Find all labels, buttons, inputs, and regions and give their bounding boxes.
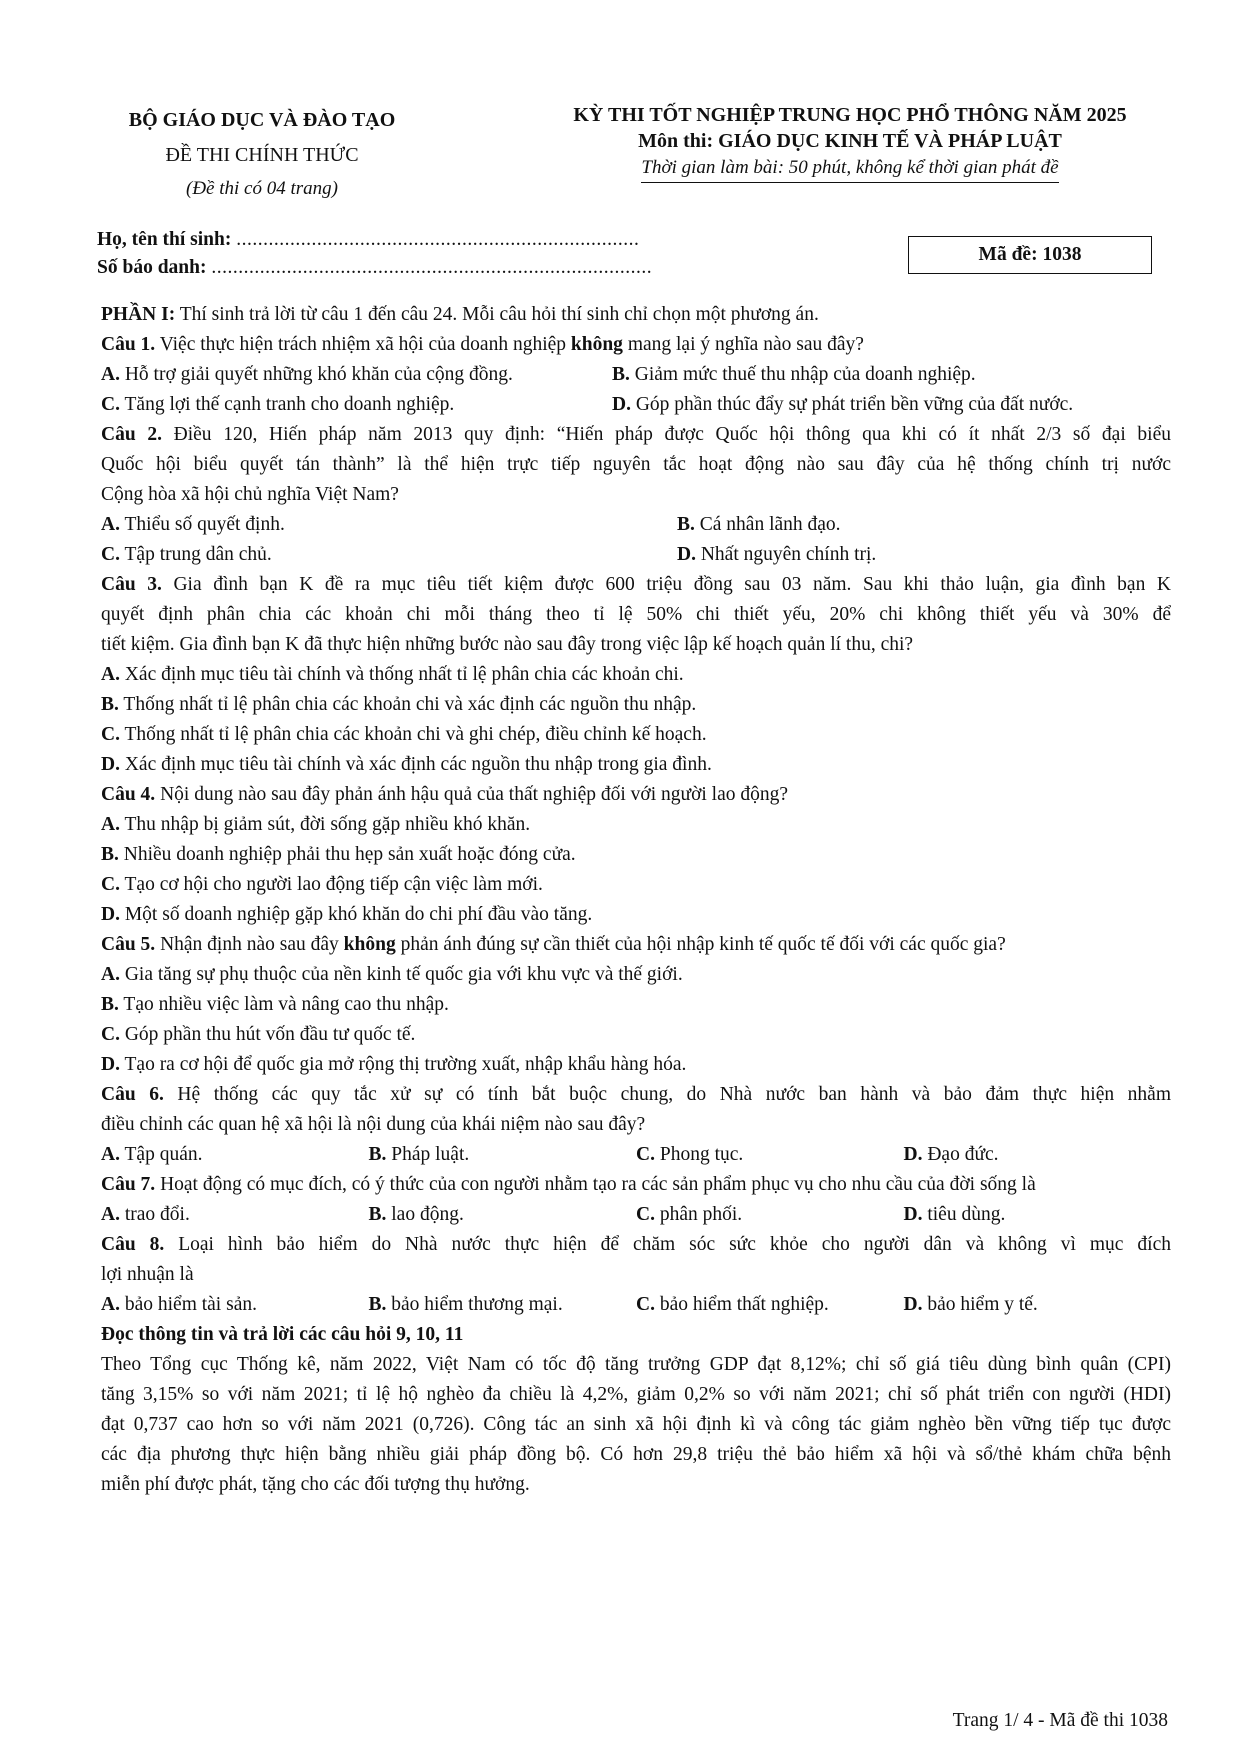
subject-line: Môn thi: GIÁO DỤC KINH TẾ VÀ PHÁP LUẬT (638, 130, 1062, 152)
q8-option-c: C. bảo hiểm thất nghiệp. (636, 1294, 829, 1315)
q8-option-a: A. bảo hiểm tài sản. (101, 1294, 257, 1315)
q6-option-c: C. Phong tục. (636, 1144, 744, 1165)
pages-note: (Đề thi có 04 trang) (186, 178, 338, 199)
candidate-info (97, 226, 652, 282)
q5-option-d: D. Tạo ra cơ hội để quốc gia mở rộng thị trường xuất, nhập khẩu hàng hóa. (101, 1054, 687, 1075)
q3-option-b: B. Thống nhất tỉ lệ phân chia các khoản chi và xác định các nguồn thu nhập. (101, 694, 697, 715)
header-left (92, 102, 432, 206)
q2-option-c: C. Tập trung dân chủ. (101, 544, 272, 565)
q2-option-a: A. Thiểu số quyết định. (101, 514, 285, 535)
q3-option-c: C. Thống nhất tỉ lệ phân chia các khoản chi và ghi chép, điều chỉnh kế hoạch. (101, 724, 707, 745)
q1-option-a: A. Hỗ trợ giải quyết những khó khăn của cộng đồng. (101, 364, 513, 385)
q8-option-b: B. bảo hiểm thương mại. (368, 1294, 563, 1315)
id-field[interactable]: .................................................................................. (211, 257, 653, 278)
question-4: Câu 4. Nội dung nào sau đây phản ánh hậu quả của thất nghiệp đối với người lao động? (101, 784, 789, 805)
q5-option-b: B. Tạo nhiều việc làm và nâng cao thu nhập. (101, 994, 449, 1015)
exam-title: KỲ THI TỐT NGHIỆP TRUNG HỌC PHỔ THÔNG NĂM 2025 (573, 104, 1127, 126)
q1-option-b: B. Giảm mức thuế thu nhập của doanh nghiệp. (612, 364, 976, 385)
q2-option-d: D. Nhất nguyên chính trị. (677, 544, 877, 565)
question-2: Câu 2. Điều 120, Hiến pháp năm 2013 quy định: “Hiến pháp được Quốc hội thông qua khi có ít nhất 2/3 số đại biểu (101, 424, 1171, 445)
exam-type: ĐỀ THI CHÍNH THỨC (165, 144, 359, 166)
header-right (500, 102, 1200, 183)
q4-option-b: B. Nhiều doanh nghiệp phải thu hẹp sản xuất hoặc đóng cửa. (101, 844, 576, 865)
name-label: Họ, tên thí sinh: (97, 229, 232, 250)
q7-option-a: A. trao đổi. (101, 1204, 190, 1225)
q6-option-b: B. Pháp luật. (368, 1144, 470, 1165)
q2-option-b: B. Cá nhân lãnh đạo. (677, 514, 841, 535)
q3-option-d: D. Xác định mục tiêu tài chính và xác định các nguồn thu nhập trong gia đình. (101, 754, 712, 775)
q4-option-d: D. Một số doanh nghiệp gặp khó khăn do chi phí đầu vào tăng. (101, 904, 593, 925)
q3-option-a: A. Xác định mục tiêu tài chính và thống nhất tỉ lệ phân chia các khoản chi. (101, 664, 684, 685)
name-field[interactable]: ........................................................................... (236, 229, 640, 250)
q5-option-a: A. Gia tăng sự phụ thuộc của nền kinh tế quốc gia với khu vực và thế giới. (101, 964, 683, 985)
ministry-name: BỘ GIÁO DỤC VÀ ĐÀO TẠO (128, 109, 396, 131)
q1-option-d: D. Góp phần thúc đẩy sự phát triển bền vững của đất nước. (612, 394, 1074, 415)
exam-code-box: Mã đề: 1038 (908, 236, 1152, 274)
part1-instruction: PHẦN I: Thí sinh trả lời từ câu 1 đến câu 24. Mỗi câu hỏi thí sinh chỉ chọn một phương án. (101, 304, 819, 325)
q7-option-c: C. phân phối. (636, 1204, 743, 1225)
q4-option-c: C. Tạo cơ hội cho người lao động tiếp cận việc làm mới. (101, 874, 543, 895)
q1-option-c: C. Tăng lợi thế cạnh tranh cho doanh nghiệp. (101, 394, 455, 415)
q4-option-a: A. Thu nhập bị giảm sút, đời sống gặp nhiều khó khăn. (101, 814, 531, 835)
q7-option-b: B. lao động. (368, 1204, 464, 1225)
question-1: Câu 1. Việc thực hiện trách nhiệm xã hội của doanh nghiệp không mang lại ý nghĩa nào sau đây? (101, 334, 864, 355)
question-7: Câu 7. Hoạt động có mục đích, có ý thức của con người nhằm tạo ra các sản phẩm phục vụ cho nhu cầu của đời sống là (101, 1174, 1036, 1195)
q7-option-d: D. tiêu dùng. (903, 1204, 1006, 1225)
question-6: Câu 6. Hệ thống các quy tắc xử sự có tính bắt buộc chung, do Nhà nước ban hành và bảo đảm thực hiện nhằm (101, 1084, 1171, 1105)
q6-option-d: D. Đạo đức. (903, 1144, 999, 1165)
q6-option-a: A. Tập quán. (101, 1144, 203, 1165)
reading-heading: Đọc thông tin và trả lời các câu hỏi 9, 10, 11 (101, 1324, 464, 1345)
question-8: Câu 8. Loại hình bảo hiểm do Nhà nước thực hiện để chăm sóc sức khỏe cho người dân và không vì mục đích (101, 1234, 1171, 1255)
id-label: Số báo danh: (97, 257, 207, 278)
q5-option-c: C. Góp phần thu hút vốn đầu tư quốc tế. (101, 1024, 416, 1045)
exam-content: PHẦN I: Thí sinh trả lời từ câu 1 đến câu 24. Mỗi câu hỏi thí sinh chỉ chọn một phương án. Câu 1. Việc thực hiện trách nhiệm xã hội của doanh nghiệp không mang lại ý nghĩa nào sau đây? A. Hỗ trợ giải quyết những khó khăn của cộng đồng. B. Giảm mức thuế thu nhập của doanh nghiệp. C. Tăng lợi thế cạnh tranh cho doanh nghiệp. D. Góp phần thúc đẩy sự phát triển bền vững của đất nước. Câu 2. Điều 120, Hiến pháp năm 2013 quy định: “Hiến pháp được Quốc hội thông qua khi có ít nhất 2/3 số đại biểu Quốc hội biểu quyết tán thành” là thể hiện trực tiếp nguyên tắc hoạt động nào sau đây của hệ thống chính trị nước Cộng hòa xã hội chủ nghĩa Việt Nam? A. Thiểu số quyết định. B. Cá nhân lãnh đạo. C. Tập trung dân chủ. D. Nhất nguyên chính trị. Câu 3. Gia đình bạn K đề ra mục tiêu tiết kiệm được 600 triệu đồng sau 03 năm. Sau khi thảo luận, gia đình bạn K quyết định phân chia các khoản chi mỗi tháng theo tỉ lệ 50% chi thiết yếu, 20% chi không thiết yếu và 30% để tiết kiệm. Gia đình bạn K đã thực hiện những bước nào sau đây trong việc lập kế hoạch quản lí thu, chi? A. Xác định mục tiêu tài chính và thống nhất tỉ lệ phân chia các khoản chi. B. Thống nhất tỉ lệ phân chia các khoản chi và xác định các nguồn thu nhập. C. Thống nhất tỉ lệ phân chia các khoản chi và ghi chép, điều chỉnh kế hoạch. D. Xác định mục tiêu tài chính và xác định các nguồn thu nhập trong gia đình. Câu 4. Nội dung nào sau đây phản ánh hậu quả của thất nghiệp đối với người lao động? A. Thu nhập bị giảm sút, đời sống gặp nhiều khó khăn. B. Nhiều doanh nghiệp phải thu hẹp sản xuất hoặc đóng cửa. C. Tạo cơ hội cho người lao động tiếp cận việc làm mới. D. Một số doanh nghiệp gặp khó khăn do chi phí đầu vào tăng. Câu 5. Nhận định nào sau đây không phản ánh đúng sự cần thiết của hội nhập kinh tế quốc tế đối với các quốc gia? A. Gia tăng sự phụ thuộc của nền kinh tế quốc gia với khu vực và thế giới. B. Tạo nhiều việc làm và nâng cao thu nhập. C. Góp phần thu hút vốn đầu tư quốc tế. D. Tạo ra cơ hội để quốc gia mở rộng thị trường xuất, nhập khẩu hàng hóa. Câu 6. Hệ thống các quy tắc xử sự có tính bắt buộc chung, do Nhà nước ban hành và bảo đảm thực hiện nhằm điều chỉnh các quan hệ xã hội là nội dung của khái niệm nào sau đây? A. Tập quán. B. Pháp luật. C. Phong tục. D. Đạo đức. Câu 7. Hoạt động có mục đích, có ý thức của con người nhằm tạo ra các sản phẩm phục vụ cho nhu cầu của đời sống là A. trao đổi. B. lao động. C. phân phối. D. tiêu dùng. Câu 8. Loại hình bảo hiểm do Nhà nước thực hiện để chăm sóc sức khỏe cho người dân và không vì mục đích lợi nhuận là A. bảo hiểm tài sản. B. bảo hiểm thương mại. C. bảo hiểm thất nghiệp. D. bảo hiểm y tế. Đọc thông tin và trả lời các câu hỏi 9, 10, 11 Theo Tổng cục Thống kê, năm 2022, Việt Nam có tốc độ tăng trưởng GDP đạt 8,12%; chỉ số giá tiêu dùng bình quân (CPI) tăng 3,15% so với năm 2021; tỉ lệ hộ nghèo đa chiều là 4,2%, giảm 0,2% so với năm 2021; chỉ số phát triển con người (HDI) đạt 0,737 cao hơn so với năm 2021 (0,726). Công tác an sinh xã hội định kì và công tác giảm nghèo bền vững tiếp tục được các địa phương thực hiện bằng nhiều giải pháp đồng bộ. Có hơn 29,8 triệu thẻ bảo hiểm xã hội và sổ/thẻ khám chữa bệnh miễn phí được phát, tặng cho các đối tượng thụ hưởng. (101, 300, 1171, 1500)
question-3: Câu 3. Gia đình bạn K đề ra mục tiêu tiết kiệm được 600 triệu đồng sau 03 năm. Sau khi thảo luận, gia đình bạn K (101, 574, 1171, 595)
q8-option-d: D. bảo hiểm y tế. (903, 1294, 1038, 1315)
page-footer: Trang 1/ 4 - Mã đề thi 1038 (952, 1710, 1168, 1731)
time-line: Thời gian làm bài: 50 phút, không kể thời gian phát đề (641, 154, 1058, 183)
question-5: Câu 5. Nhận định nào sau đây không phản ánh đúng sự cần thiết của hội nhập kinh tế quốc tế đối với các quốc gia? (101, 934, 1006, 955)
reading-passage: Theo Tổng cục Thống kê, năm 2022, Việt Nam có tốc độ tăng trưởng GDP đạt 8,12%; chỉ số giá tiêu dùng bình quân (CPI) (101, 1354, 1171, 1375)
